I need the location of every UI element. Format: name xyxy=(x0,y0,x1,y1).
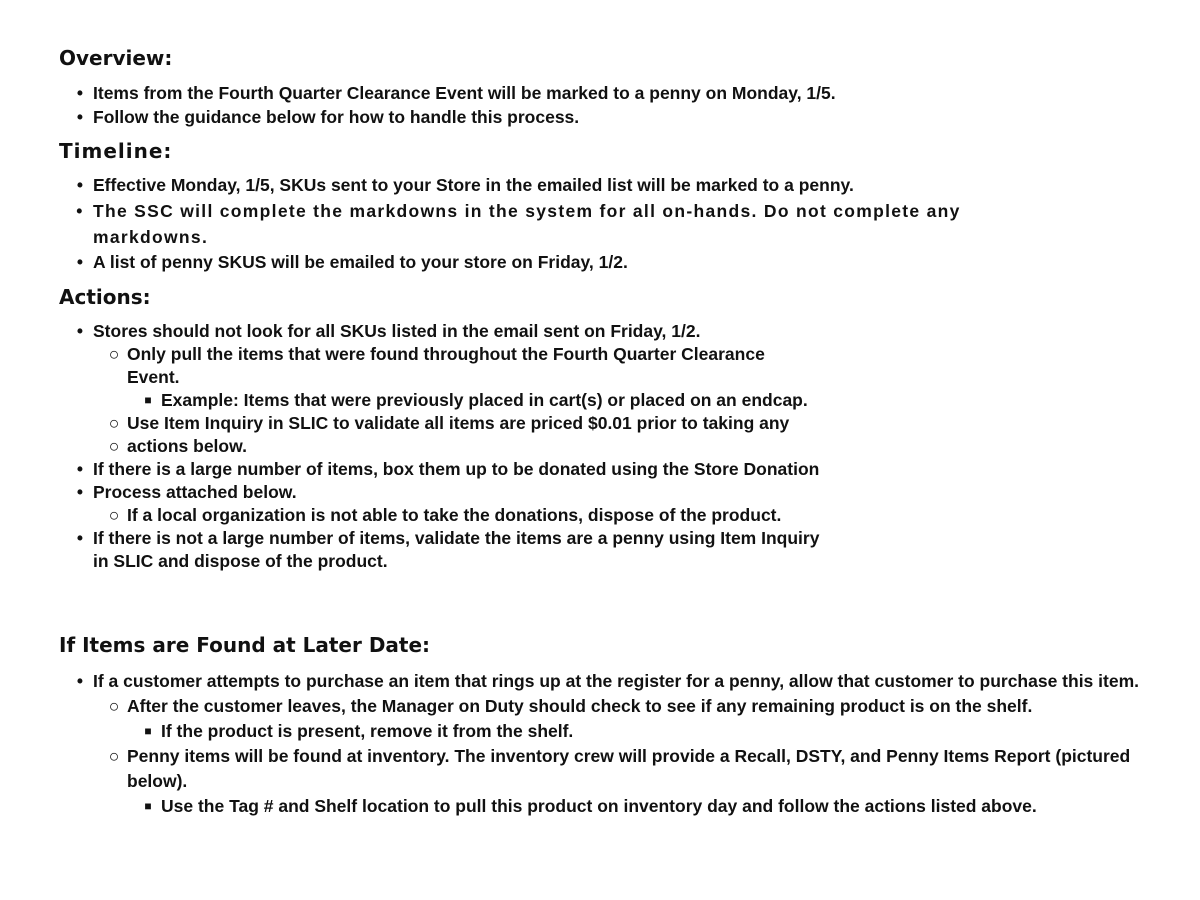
list-item: ○ Penny items will be found at inventory. The inventory crew will provide a Recall, DSTY, and Penny Items Report (pictured below). xyxy=(59,744,1149,794)
timeline-list xyxy=(59,174,1149,274)
bullet-disc: • xyxy=(76,252,84,272)
bullet-circle: ○ xyxy=(108,505,120,525)
list-item: • If there is not a large number of items, validate the items are a penny using Item Inquiry in SLIC and dispose of the product. xyxy=(59,527,1149,573)
list-item: ■ If the product is present, remove it from the shelf. xyxy=(59,719,1149,744)
list-item: ■ Example: Items that were previously placed in cart(s) or placed on an endcap. xyxy=(59,389,1149,412)
list-item: ○ actions below. xyxy=(59,435,1149,458)
bullet-square: ■ xyxy=(144,393,152,407)
actions-heading: Actions: xyxy=(59,285,151,309)
bullet-circle: ○ xyxy=(108,696,120,716)
list-item: • Items from the Fourth Quarter Clearance Event will be marked to a penny on Monday, 1/5. xyxy=(59,82,1149,105)
bullet-disc: • xyxy=(76,201,84,221)
list-item: ○ If a local organization is not able to take the donations, dispose of the product. xyxy=(59,504,1149,527)
overview-list xyxy=(59,82,1149,129)
list-item: ○ Only pull the items that were found throughout the Fourth Quarter Clearance Event. xyxy=(59,343,1149,389)
list-item: • A list of penny SKUS will be emailed to your store on Friday, 1/2. xyxy=(59,251,1149,274)
bullet-circle: ○ xyxy=(108,413,120,433)
bullet-disc: • xyxy=(76,107,84,127)
bullet-circle: ○ xyxy=(108,436,120,456)
list-item: • Stores should not look for all SKUs listed in the email sent on Friday, 1/2. xyxy=(59,320,1149,343)
list-item: • Process attached below. xyxy=(59,481,1149,504)
bullet-disc: • xyxy=(76,459,84,479)
list-item: ■ Use the Tag # and Shelf location to pull this product on inventory day and follow the actions listed above. xyxy=(59,794,1149,819)
later-list xyxy=(59,669,1149,819)
bullet-disc: • xyxy=(76,175,84,195)
overview-heading: Overview: xyxy=(59,46,173,70)
timeline-heading: Timeline: xyxy=(59,139,173,163)
bullet-circle: ○ xyxy=(108,746,120,766)
bullet-disc: • xyxy=(76,83,84,103)
later-heading: If Items are Found at Later Date: xyxy=(59,633,431,657)
bullet-disc: • xyxy=(76,321,84,341)
list-item: • The SSC will complete the markdowns in the system for all on-hands. Do not complete any markdowns. xyxy=(59,198,993,250)
actions-list xyxy=(59,320,1149,573)
list-item: ○ Use Item Inquiry in SLIC to validate all items are priced $0.01 prior to taking any xyxy=(59,412,1149,435)
bullet-disc: • xyxy=(76,671,84,691)
list-item: ○ After the customer leaves, the Manager on Duty should check to see if any remaining product is on the shelf. xyxy=(59,694,1149,719)
bullet-circle: ○ xyxy=(108,344,120,364)
list-item: • Effective Monday, 1/5, SKUs sent to your Store in the emailed list will be marked to a penny. xyxy=(59,174,1149,197)
bullet-disc: • xyxy=(76,482,84,502)
bullet-square: ■ xyxy=(144,724,152,738)
list-item: • If a customer attempts to purchase an item that rings up at the register for a penny, allow that customer to purchase this item. xyxy=(59,669,1149,694)
document-body xyxy=(59,44,1149,819)
list-item: • Follow the guidance below for how to handle this process. xyxy=(59,106,1149,129)
bullet-square: ■ xyxy=(144,799,152,813)
bullet-disc: • xyxy=(76,528,84,548)
list-item: • If there is a large number of items, box them up to be donated using the Store Donation xyxy=(59,458,1149,481)
